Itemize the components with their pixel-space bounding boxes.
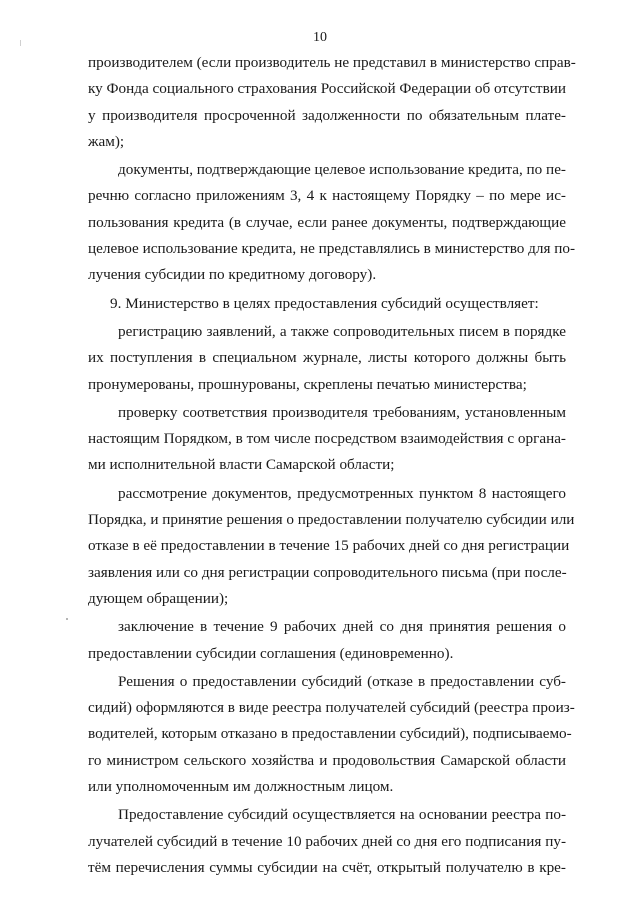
- text-line: ку Фонда социального страхования Российской Федерации об отсутствии: [88, 80, 566, 98]
- text-line: го министром сельского хозяйства и продовольствия Самарской области: [88, 751, 566, 769]
- text-line: у производителя просроченной задолженности по обязательным плате-: [88, 106, 566, 124]
- text-line: регистрацию заявлений, а также сопроводительных писем в порядке: [118, 322, 566, 340]
- text-line: целевое использование кредита, не представлялись в министерство для по-: [88, 240, 576, 258]
- text-line: жам);: [88, 132, 125, 150]
- text-line: пронумерованы, прошнурованы, скреплены печатью министерства;: [88, 375, 527, 393]
- text-line: рассмотрение документов, предусмотренных пунктом 8 настоящего: [118, 484, 566, 502]
- text-line: Предоставление субсидий осуществляется на основании реестра по-: [118, 806, 566, 824]
- text-line: предоставлении субсидии соглашения (единовременно).: [88, 644, 454, 662]
- text-line: их поступления в специальном журнале, листы которого должны быть: [88, 349, 566, 367]
- text-line: дующем обращении);: [88, 589, 229, 607]
- text-line: речню согласно приложениям 3, 4 к настоящему Порядку – по мере ис-: [88, 187, 566, 205]
- text-line: документы, подтверждающие целевое использование кредита, по пе-: [118, 161, 566, 179]
- text-line: или уполномоченным им должностным лицом.: [88, 778, 394, 796]
- text-line: лучения субсидии по кредитному договору).: [88, 266, 377, 284]
- text-line: настоящим Порядком, в том числе посредством взаимодействия с органа-: [88, 430, 566, 448]
- page-number: 10: [313, 30, 327, 45]
- text-line: Решения о предоставлении субсидий (отказе в предоставлении суб-: [118, 672, 566, 690]
- text-line: Порядка, и принятие решения о предоставлении получателю субсидии или: [88, 511, 575, 529]
- text-line: производителем (если производитель не представил в министерство справ-: [88, 54, 576, 71]
- text-line: лучателей субсидий в течение 10 рабочих дней со дня его подписания пу-: [88, 832, 566, 850]
- text-line: ми исполнительной власти Самарской области;: [88, 456, 395, 474]
- document-body: [88, 50, 576, 881]
- text-line: заявления или со дня регистрации сопроводительного письма (при после-: [88, 563, 567, 581]
- section-heading-9: 9. Министерство в целях предоставления субсидий осуществляет:: [110, 294, 539, 312]
- text-line: сидий) оформляются в виде реестра получателей субсидий (реестра произ-: [88, 699, 575, 717]
- text-line: пользования кредита (в случае, если ранее документы, подтверждающие: [88, 213, 566, 231]
- scan-artifact-dot: [66, 618, 68, 620]
- text-line: проверку соответствия производителя требованиям, установленным: [118, 403, 566, 421]
- text-line: заключение в течение 9 рабочих дней со дня принятия решения о: [118, 618, 566, 636]
- text-line: тём перечисления суммы субсидии на счёт, открытый получателю в кре-: [88, 858, 566, 876]
- text-line: отказе в её предоставлении в течение 15 рабочих дней со дня регистрации: [88, 537, 570, 555]
- text-line: водителей, которым отказано в предоставлении субсидий), подписываемо-: [88, 725, 572, 743]
